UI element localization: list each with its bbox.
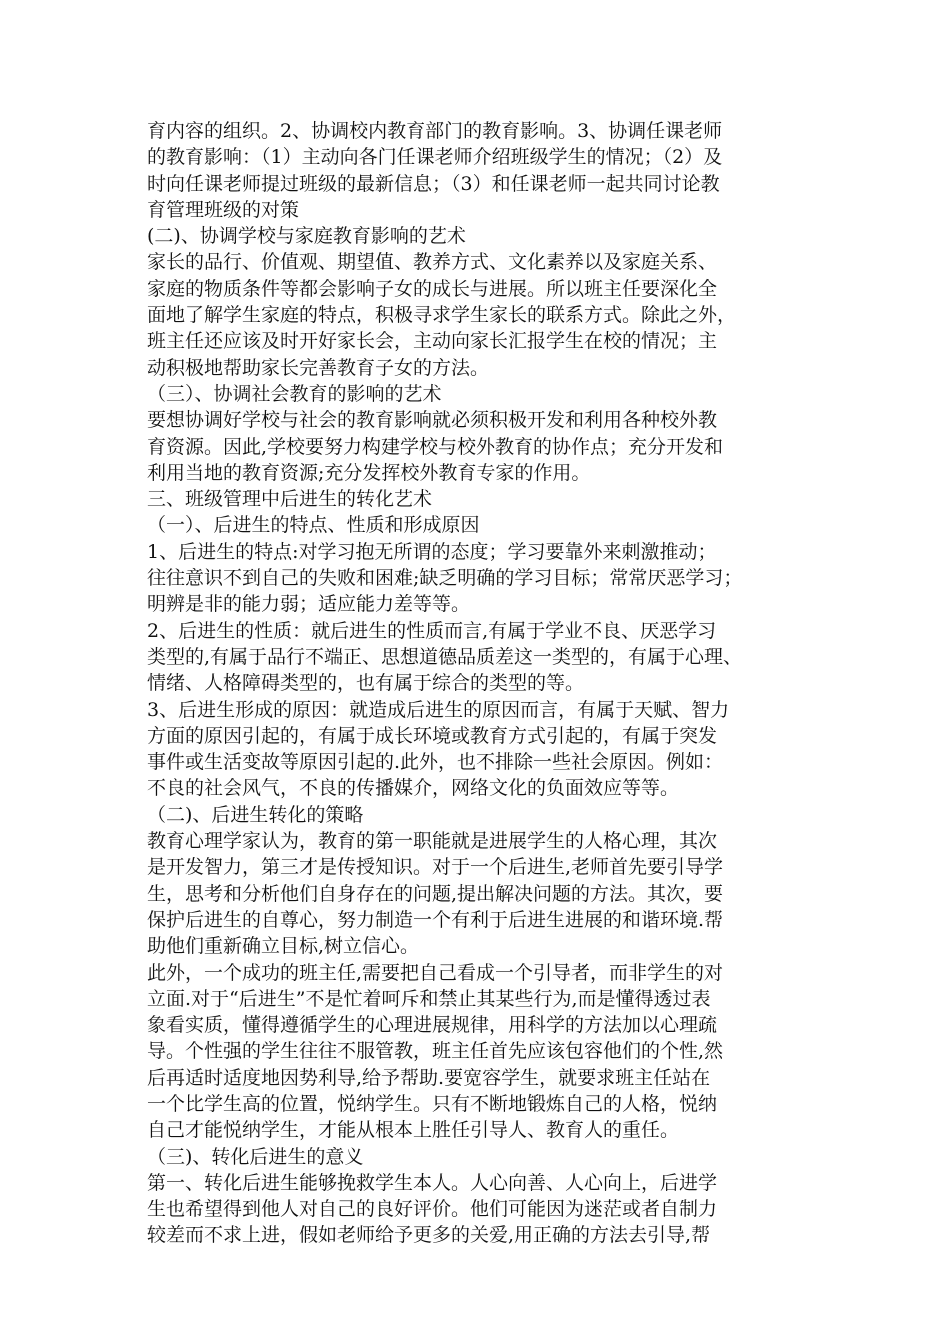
text-line: 象看实质，懂得遵循学生的心理进展规律，用科学的方法加以心理疏 [147,1014,718,1037]
text-line: 情绪、人格障碍类型的，也有属于综合的类型的等。 [147,672,585,695]
text-line: 育资源。因此,学校要努力构建学校与校外教育的协作点；充分开发和 [147,435,724,458]
text-line: 较差而不求上进，假如老师给予更多的关爱,用正确的方法去引导,帮 [147,1224,711,1247]
text-line: 1、后进生的特点:对学习抱无所谓的态度；学习要靠外来刺激推动； [147,540,717,563]
section-heading: （三）、协调社会教育的影响的艺术 [147,382,442,405]
section-heading: （一）、后进生的特点、性质和形成原因 [147,514,480,537]
section-heading: (二)、协调学校与家庭教育影响的艺术 [147,225,466,248]
text-line: 3、后进生形成的原因：就造成后进生的原因而言，有属于天赋、智力 [147,698,730,721]
text-line: 生，思考和分析他们自身存在的问题,提出解决问题的方法。其次，要 [147,882,724,905]
text-line: 方面的原因引起的，有属于成长环境或教育方式引起的，有属于突发 [147,724,718,747]
text-line: 一个比学生高的位置，悦纳学生。只有不断地锻炼自己的人格，悦纳 [147,1092,718,1115]
text-line: 动积极地帮助家长完善教育子女的方法。 [147,356,490,379]
text-line: 生也希望得到他人对自己的良好评价。他们可能因为迷茫或者自制力 [147,1198,718,1221]
text-line: 的教育影响：（1）主动向各门任课老师介绍班级学生的情况；（2）及 [147,146,723,169]
text-line: 类型的,有属于品行不端正、思想道德品质差这一类型的，有属于心理、 [147,645,743,668]
text-line: 家庭的物质条件等都会影响子女的成长与进展。所以班主任要深化全 [147,277,718,300]
section-heading: （三)、转化后进生的意义 [147,1145,364,1168]
text-line: 育内容的组织。2、协调校内教育部门的教育影响。3、协调任课老师 [147,120,723,142]
text-line: 利用当地的教育资源;充分发挥校外教育专家的作用。 [147,461,591,484]
text-line: 要想协调好学校与社会的教育影响就必须积极开发和利用各种校外教 [147,409,718,432]
text-line: 家长的品行、价值观、期望值、教养方式、文化素养以及家庭关系、 [147,251,718,274]
text-line: 立面.对于“后进生”不是忙着呵斥和禁止其某些行为,而是懂得透过表 [147,987,711,1010]
text-line: 往往意识不到自己的失败和困难;缺乏明确的学习目标；常常厌恶学习； [147,567,743,590]
text-line: 导。个性强的学生往往不服管教，班主任首先应该包容他们的个性,然 [147,1040,724,1063]
text-line: 是开发智力，第三才是传授知识。对于一个后进生,老师首先要引导学 [147,856,724,879]
chapter-heading: 三、班级管理中后进生的转化艺术 [147,488,433,511]
text-line: 此外，一个成功的班主任,需要把自己看成一个引导者，而非学生的对 [147,961,724,984]
text-line: 第一、转化后进生能够挽救学生本人。人心向善、人心向上，后进学 [147,1171,718,1194]
text-line: 不良的社会风气，不良的传播媒介，网络文化的负面效应等等。 [147,777,680,800]
text-line: 时向任课老师提过班级的最新信息；（3）和任课老师一起共同讨论教 [147,172,720,195]
text-line: 保护后进生的自尊心，努力制造一个有利于后进生进展的和谐环境.帮 [147,908,724,931]
text-line: 自己才能悦纳学生，才能从根本上胜任引导人、教育人的重任。 [147,1119,680,1142]
text-line: 育管理班级的对策 [147,198,300,221]
text-line: 助他们重新确立目标,树立信心。 [147,935,420,958]
text-line: 教育心理学家认为，教育的第一职能就是进展学生的人格心理，其次 [147,830,718,853]
text-line: 后再适时适度地因势利导,给予帮助.要宽容学生，就要求班主任站在 [147,1066,711,1089]
text-line: 面地了解学生家庭的特点，积极寻求学生家长的联系方式。除此之外， [147,304,737,327]
text-line: 明辨是非的能力弱；适应能力差等等。 [147,593,471,616]
text-line: 班主任还应该及时开好家长会，主动向家长汇报学生在校的情况；主 [147,330,718,353]
document-body [147,118,807,1249]
text-line: 2、后进生的性质：就后进生的性质而言,有属于学业不良、厌恶学习 [147,619,717,642]
text-line: 事件或生活变故等原因引起的.此外，也不排除一些社会原因。例如： [147,751,724,774]
section-heading: （二)、后进生转化的策略 [147,803,364,826]
